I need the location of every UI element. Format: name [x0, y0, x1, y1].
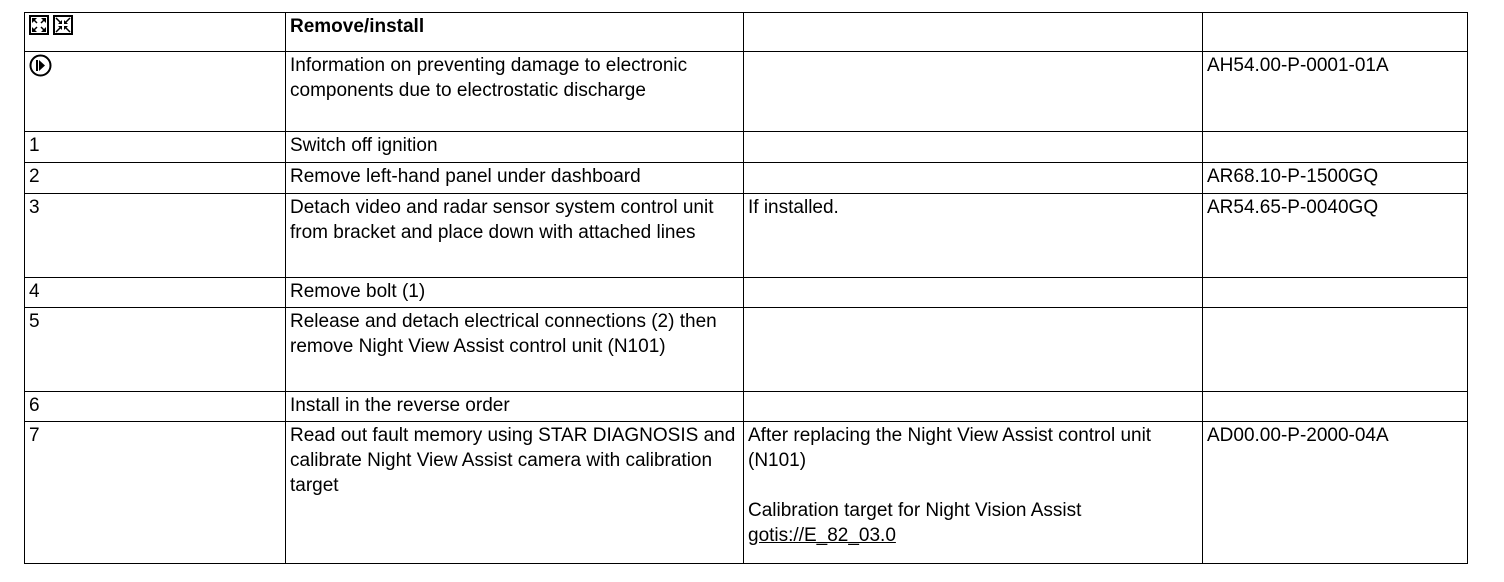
step-note [744, 278, 1203, 308]
step-action: Remove left-hand panel under dashboard [286, 163, 744, 194]
step-ref[interactable]: AD00.00-P-2000-04A [1203, 422, 1468, 564]
table-row [25, 132, 1468, 163]
step-note [744, 163, 1203, 194]
step-note-cell [744, 422, 1203, 564]
esd-text: Information on preventing damage to electronic components due to electrostatic discharge [286, 52, 744, 132]
esd-ref[interactable]: AH54.00-P-0001-01A [1203, 52, 1468, 132]
step-number: 4 [25, 278, 286, 308]
table-row [25, 278, 1468, 308]
step-ref[interactable] [1203, 308, 1468, 392]
header-icons-cell [25, 13, 286, 52]
esd-warning-icon [29, 54, 52, 77]
step-number: 2 [25, 163, 286, 194]
step-action: Remove bolt (1) [286, 278, 744, 308]
step-number: 3 [25, 194, 286, 278]
expand-all-icon[interactable] [29, 15, 49, 35]
step-number: 1 [25, 132, 286, 163]
step-ref[interactable]: AR54.65-P-0040GQ [1203, 194, 1468, 278]
header-empty-ref [1203, 13, 1468, 52]
step-action: Read out fault memory using STAR DIAGNOSIS and calibrate Night View Assist camera with calibration target [286, 422, 744, 564]
calibration-target-label: Calibration target for Night Vision Assist [748, 500, 1082, 521]
table-row [25, 163, 1468, 194]
step-ref[interactable] [1203, 278, 1468, 308]
step-note: After replacing the Night View Assist control unit (N101) [748, 425, 1152, 471]
procedure-table [24, 12, 1468, 564]
esd-note [744, 52, 1203, 132]
step-note [744, 308, 1203, 392]
step-action: Detach video and radar sensor system control unit from bracket and place down with attached lines [286, 194, 744, 278]
header-row [25, 13, 1468, 52]
table-row [25, 422, 1468, 564]
step-number: 6 [25, 392, 286, 422]
step-number: 5 [25, 308, 286, 392]
step-number: 7 [25, 422, 286, 564]
header-empty-note [744, 13, 1203, 52]
step-note [744, 392, 1203, 422]
header-title: Remove/install [286, 13, 744, 52]
esd-row [25, 52, 1468, 132]
collapse-all-icon[interactable] [53, 15, 73, 35]
step-action: Release and detach electrical connections (2) then remove Night View Assist control unit (N101) [286, 308, 744, 392]
table-row [25, 308, 1468, 392]
table-row [25, 392, 1468, 422]
step-action: Install in the reverse order [286, 392, 744, 422]
calibration-target-link[interactable]: gotis://E_82_03.0 [748, 525, 896, 546]
step-ref[interactable] [1203, 132, 1468, 163]
step-note [744, 132, 1203, 163]
step-note: If installed. [744, 194, 1203, 278]
step-ref[interactable]: AR68.10-P-1500GQ [1203, 163, 1468, 194]
esd-icon-cell [25, 52, 286, 132]
table-row [25, 194, 1468, 278]
step-action: Switch off ignition [286, 132, 744, 163]
step-ref[interactable] [1203, 392, 1468, 422]
